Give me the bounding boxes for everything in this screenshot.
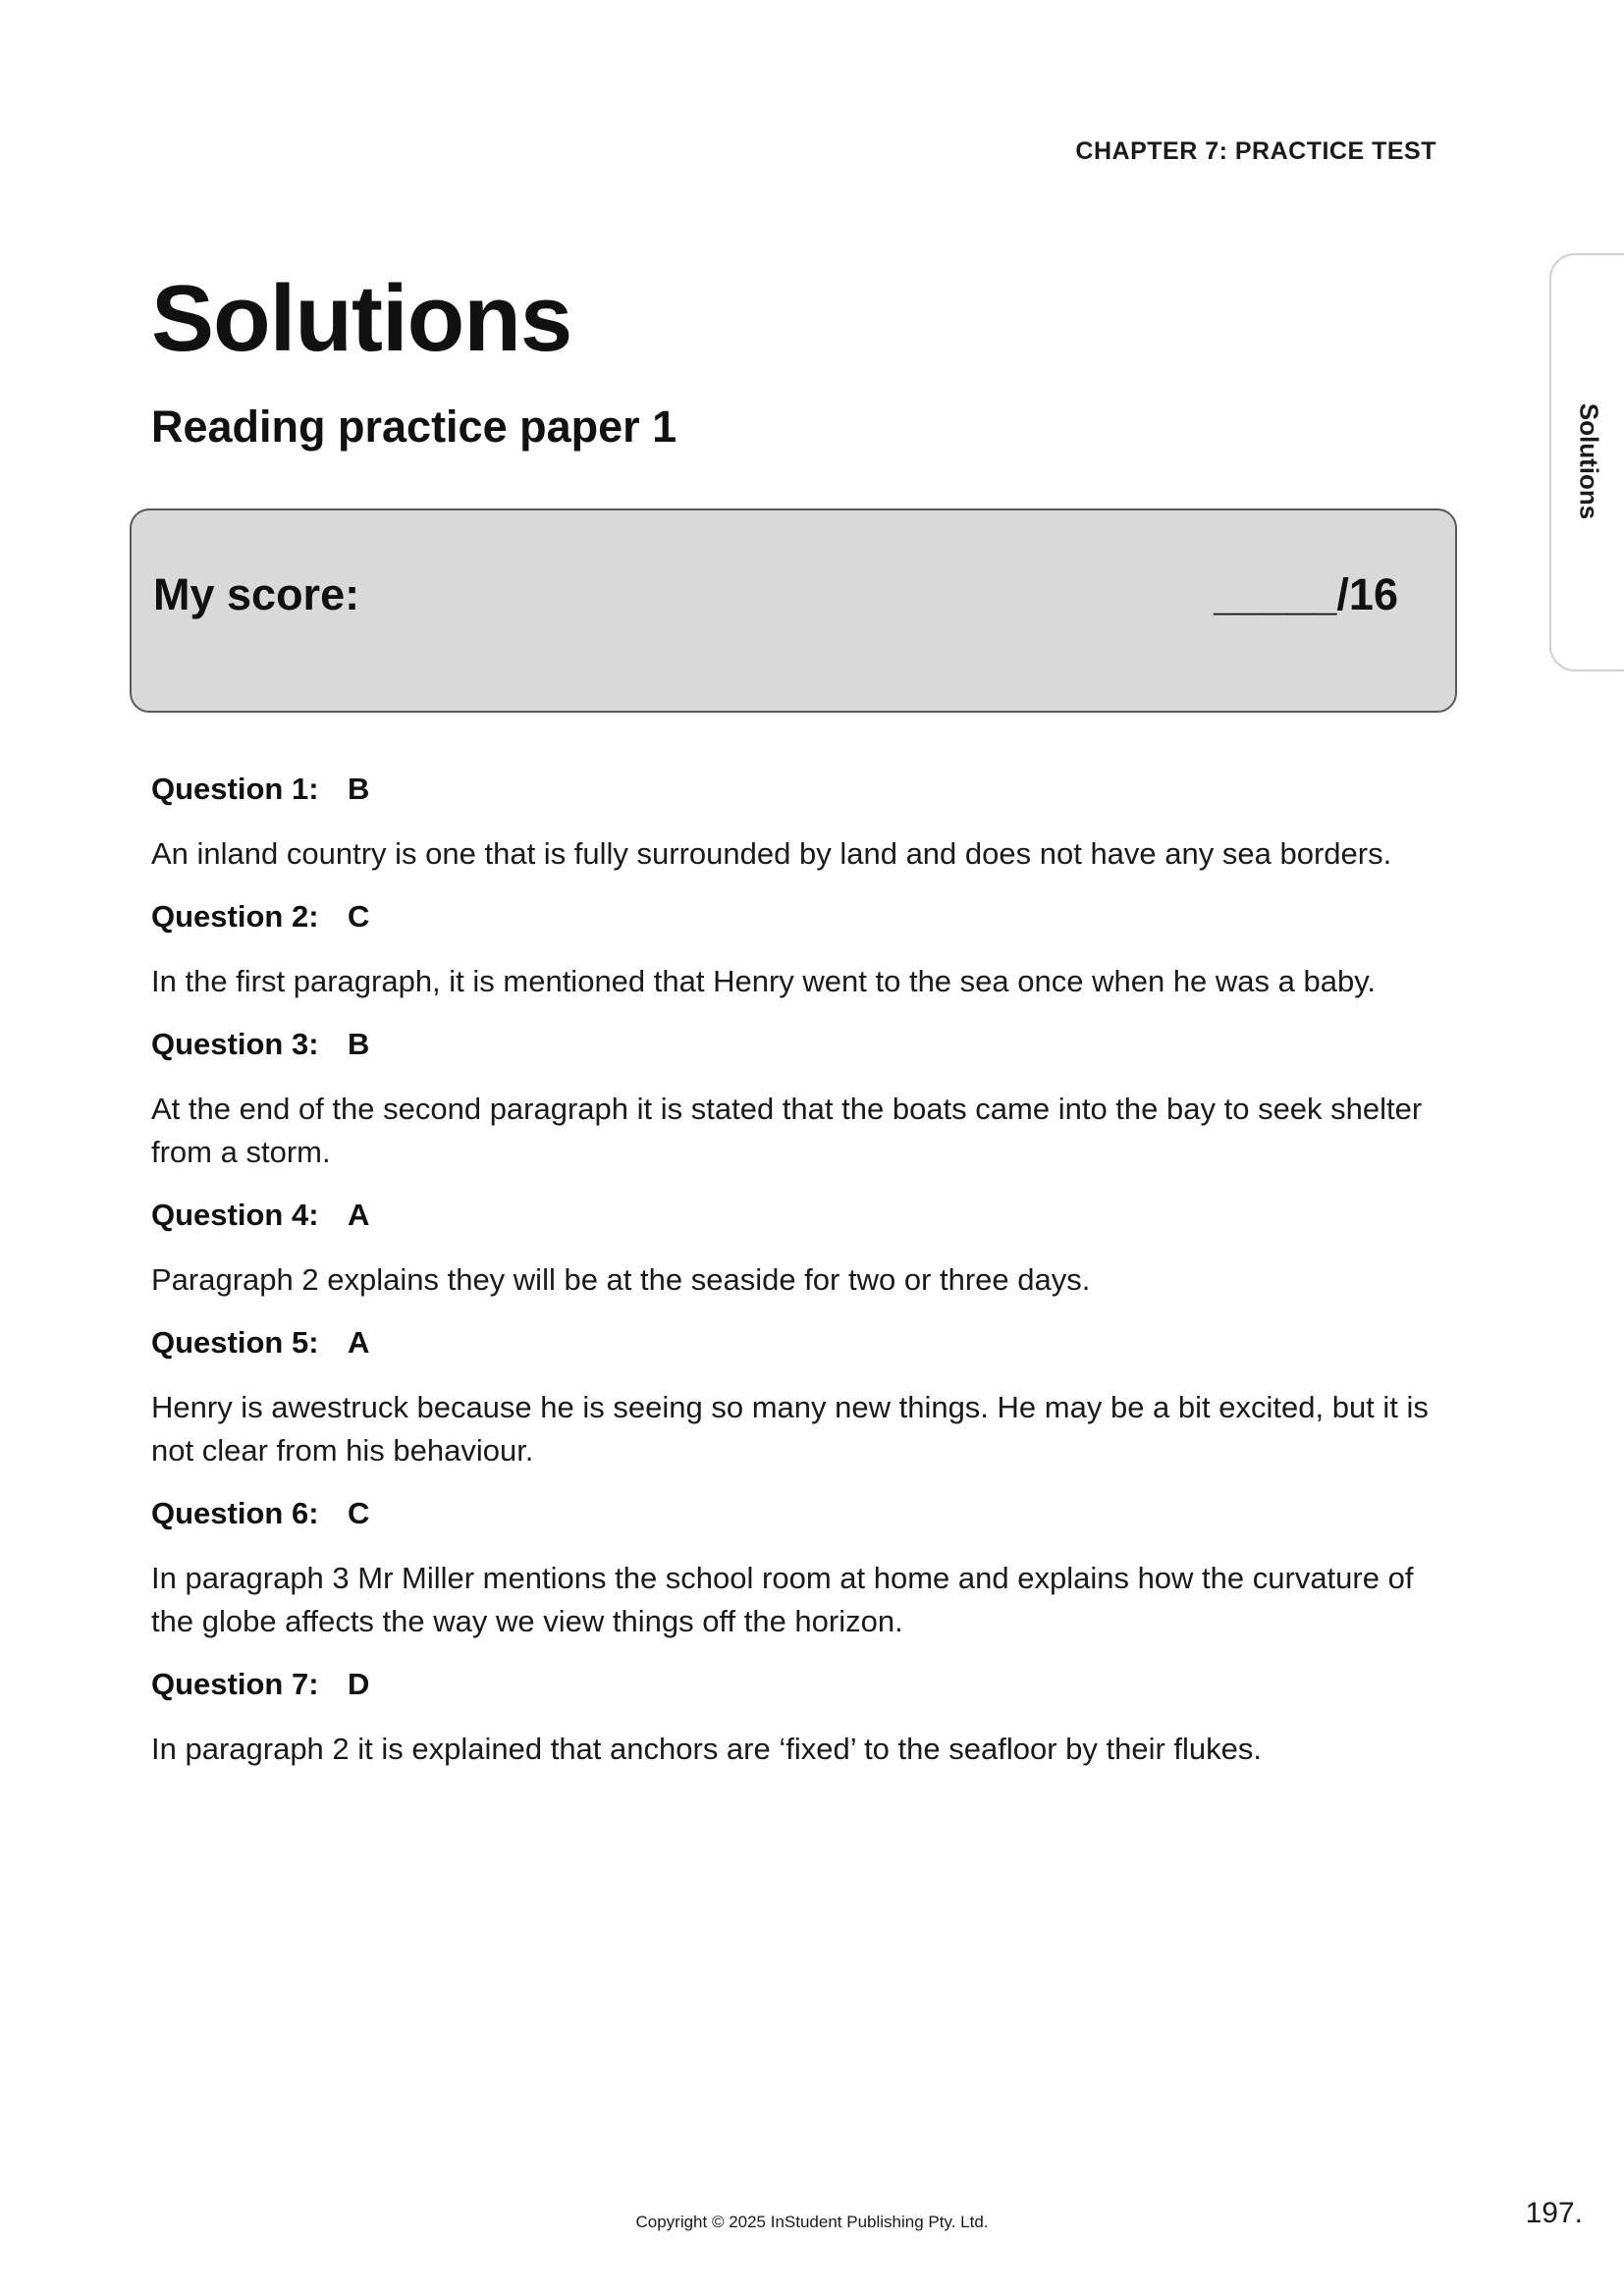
question-item bbox=[151, 1025, 1447, 1174]
question-explanation: Henry is awestruck because he is seeing so many new things. He may be a bit excited, but it is not clear from his behaviour. bbox=[151, 1390, 1429, 1468]
page-title: Solutions bbox=[151, 266, 572, 371]
question-answer: D bbox=[348, 1667, 370, 1701]
question-answer: B bbox=[348, 772, 370, 806]
question-answer: B bbox=[348, 1027, 370, 1061]
question-explanation: In paragraph 3 Mr Miller mentions the school room at home and explains how the curvature of the globe affects the way we view things off the horizon. bbox=[151, 1561, 1414, 1638]
question-number: Question 2: bbox=[151, 899, 319, 934]
question-number: Question 1: bbox=[151, 772, 319, 806]
question-number: Question 5: bbox=[151, 1325, 319, 1360]
question-item bbox=[151, 1494, 1447, 1643]
question-item bbox=[151, 1196, 1447, 1302]
copyright-notice: Copyright © 2025 InStudent Publishing Pty. Ltd. bbox=[635, 2213, 989, 2231]
page-number: 197. bbox=[1525, 2197, 1583, 2229]
question-answer: C bbox=[348, 1496, 370, 1530]
solutions-list bbox=[151, 770, 1447, 1792]
score-value: _____/16 bbox=[1214, 569, 1398, 619]
question-number: Question 7: bbox=[151, 1667, 319, 1701]
question-explanation: At the end of the second paragraph it is stated that the boats came into the bay to seek shelter from a storm. bbox=[151, 1092, 1423, 1169]
score-label: My score: bbox=[153, 569, 360, 619]
question-explanation: An inland country is one that is fully surrounded by land and does not have any sea borders. bbox=[151, 836, 1392, 871]
chapter-header: CHAPTER 7: PRACTICE TEST bbox=[1075, 137, 1436, 165]
page-subtitle: Reading practice paper 1 bbox=[151, 401, 677, 452]
question-heading bbox=[151, 1196, 1447, 1235]
question-heading bbox=[151, 1025, 1447, 1064]
side-tab-label: Solutions bbox=[1574, 402, 1604, 520]
question-item bbox=[151, 770, 1447, 876]
question-explanation: In the first paragraph, it is mentioned that Henry went to the sea once when he was a baby. bbox=[151, 964, 1377, 998]
question-heading bbox=[151, 897, 1447, 936]
question-item bbox=[151, 1665, 1447, 1771]
question-heading bbox=[151, 1323, 1447, 1362]
question-answer: A bbox=[348, 1325, 370, 1360]
question-item bbox=[151, 897, 1447, 1003]
question-explanation: Paragraph 2 explains they will be at the seaside for two or three days. bbox=[151, 1262, 1091, 1297]
question-heading bbox=[151, 1665, 1447, 1704]
question-number: Question 4: bbox=[151, 1198, 319, 1232]
question-explanation: In paragraph 2 it is explained that anchors are ‘fixed’ to the seafloor by their flukes. bbox=[151, 1732, 1263, 1766]
question-heading bbox=[151, 770, 1447, 809]
question-answer: A bbox=[348, 1198, 370, 1232]
question-heading bbox=[151, 1494, 1447, 1533]
score-box bbox=[130, 508, 1457, 713]
question-number: Question 3: bbox=[151, 1027, 319, 1061]
question-answer: C bbox=[348, 899, 370, 934]
question-item bbox=[151, 1323, 1447, 1472]
question-number: Question 6: bbox=[151, 1496, 319, 1530]
